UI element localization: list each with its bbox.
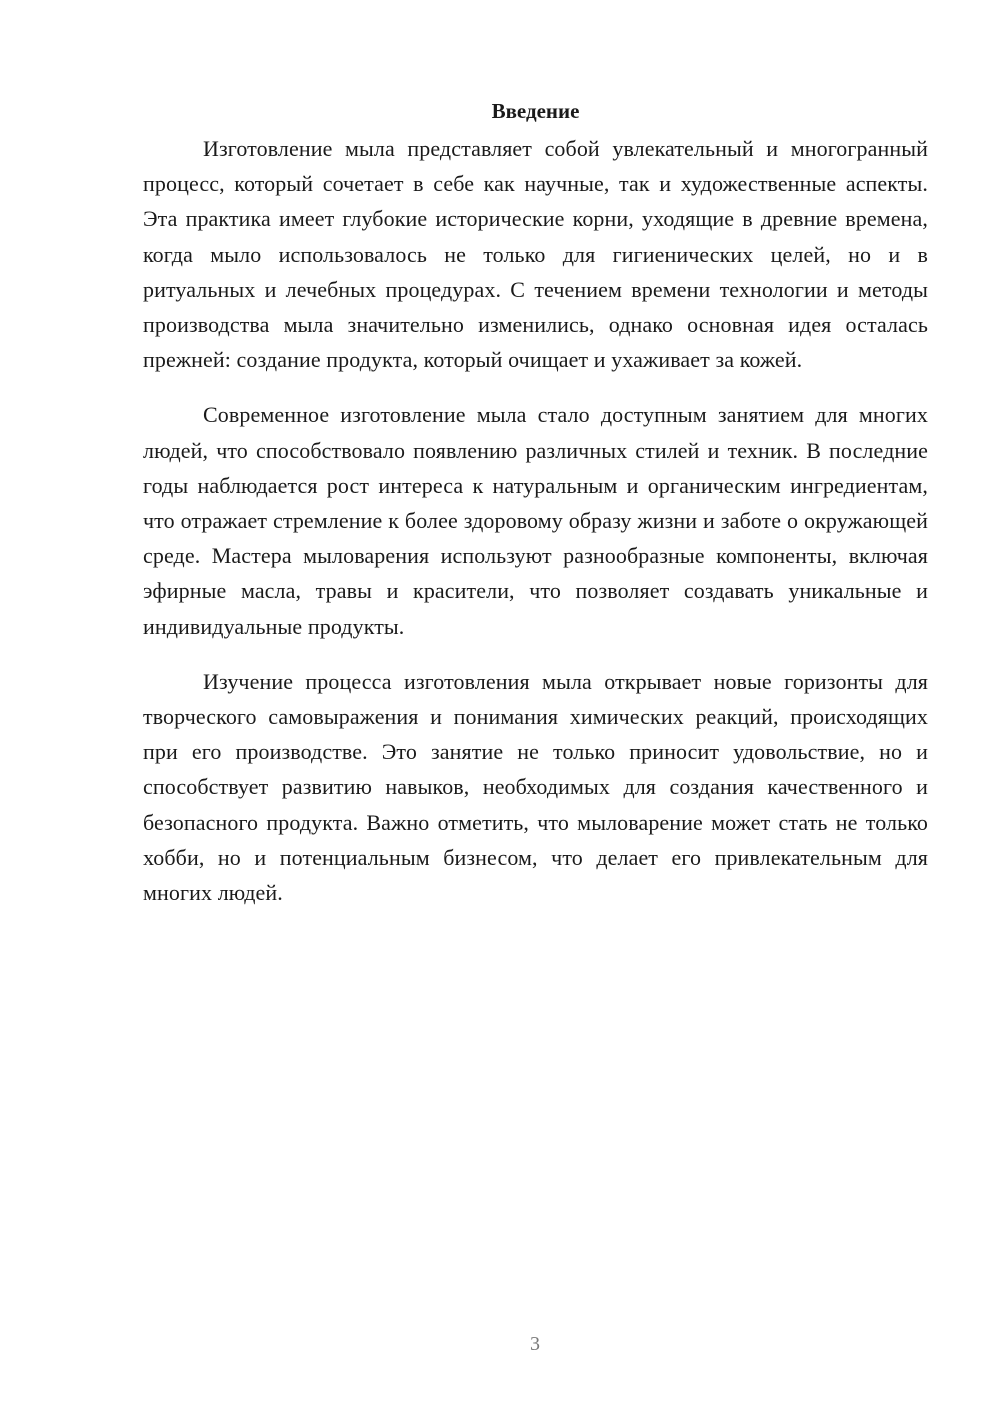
page-title: Введение (491, 99, 580, 123)
paragraph-2: Современное изготовление мыла стало доступным занятием для многих людей, что способствовало появлению различных стилей и техник. В последние годы наблюдается рост интереса к натуральным и органическим ингредиентам, что отражает стремление к более здоровому образу жизни и заботе о окружающей среде. Мастера мыловарения используют разнообразные компоненты, включая эфирные масла, травы и красители, что позволяет создавать уникальные и индивидуальные продукты. (143, 402, 928, 639)
page-content (143, 96, 928, 930)
page-number: 3 (530, 1333, 540, 1355)
paragraph-1: Изготовление мыла представляет собой увлекательный и многогранный процесс, который сочетает в себе как научные, так и художественные аспекты. Эта практика имеет глубокие исторические корни, уходящие в древние времена, когда мыло использовалось не только для гигиенических целей, но и в ритуальных и лечебных процедурах. С течением времени технологии и методы производства мыла значительно изменились, однако основная идея осталась прежней: создание продукта, который очищает и ухаживает за кожей. (143, 136, 928, 373)
paragraph-3: Изучение процесса изготовления мыла открывает новые горизонты для творческого самовыражения и понимания химических реакций, происходящих при его производстве. Это занятие не только приносит удовольствие, но и способствует развитию навыков, необходимых для создания качественного и безопасного продукта. Важно отметить, что мыловарение может стать не только хобби, но и потенциальным бизнесом, что делает его привлекательным для многих людей. (143, 668, 928, 906)
